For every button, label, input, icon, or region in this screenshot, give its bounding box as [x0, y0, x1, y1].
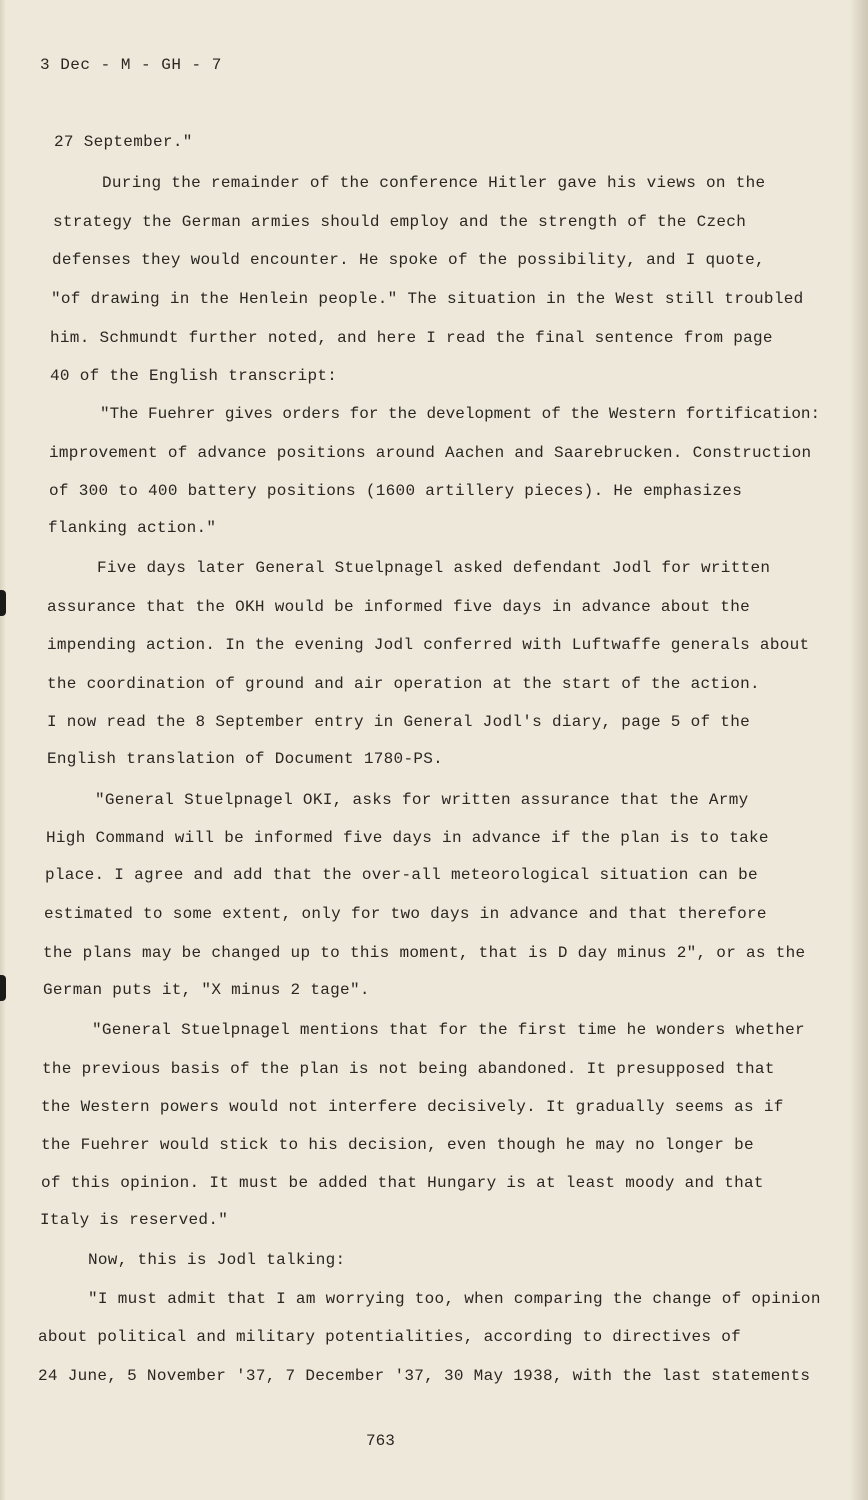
text-line: place. I agree and add that the over-all meteorological situation can be	[45, 866, 758, 884]
punch-hole-mark	[0, 590, 6, 616]
text-line: I now read the 8 September entry in General Jodl's diary, page 5 of the	[47, 713, 751, 731]
text-line: Now, this is Jodl talking:	[88, 1251, 346, 1269]
text-line: English translation of Document 1780-PS.	[47, 750, 444, 768]
text-line: Italy is reserved."	[40, 1211, 229, 1229]
text-line: assurance that the OKH would be informed five days in advance about the	[47, 598, 751, 616]
text-line: him. Schmundt further noted, and here I read the final sentence from page	[50, 329, 773, 347]
text-line: "General Stuelpnagel mentions that for the first time he wonders whether	[92, 1021, 805, 1039]
text-line: High Command will be informed five days in advance if the plan is to take	[46, 829, 769, 847]
text-line: estimated to some extent, only for two days in advance and that therefore	[44, 905, 767, 923]
page-header: 3 Dec - M - GH - 7	[40, 56, 222, 74]
text-line: German puts it, "X minus 2 tage".	[43, 981, 370, 999]
text-line: improvement of advance positions around Aachen and Saarebrucken. Construction	[49, 444, 812, 462]
text-line: "The Fuehrer gives orders for the development of the Western fortification:	[100, 405, 821, 423]
text-line: the previous basis of the plan is not being abandoned. It presupposed that	[42, 1060, 775, 1078]
text-line: impending action. In the evening Jodl conferred with Luftwaffe generals about	[47, 636, 810, 654]
text-line: "I must admit that I am worrying too, when comparing the change of opinion	[88, 1290, 821, 1308]
text-line: 27 September."	[54, 133, 193, 151]
text-line: the plans may be changed up to this moment, that is D day minus 2", or as the	[43, 944, 806, 962]
text-line: of 300 to 400 battery positions (1600 artillery pieces). He emphasizes	[49, 482, 743, 500]
text-line: of this opinion. It must be added that Hungary is at least moody and that	[41, 1174, 764, 1192]
text-line: During the remainder of the conference Hitler gave his views on the	[102, 174, 766, 192]
text-line: 40 of the English transcript:	[50, 367, 338, 385]
page-number: 763	[366, 1432, 395, 1450]
text-line: strategy the German armies should employ and the strength of the Czech	[53, 213, 747, 231]
text-line: the Fuehrer would stick to his decision, even though he may no longer be	[41, 1136, 754, 1154]
text-line: the coordination of ground and air operation at the start of the action.	[47, 675, 760, 693]
text-line: "General Stuelpnagel OKI, asks for written assurance that the Army	[95, 791, 749, 809]
text-line: flanking action."	[48, 519, 217, 537]
text-line: about political and military potentialities, according to directives of	[38, 1328, 742, 1346]
text-line: "of drawing in the Henlein people." The situation in the West still troubled	[51, 290, 804, 308]
text-line: the Western powers would not interfere decisively. It gradually seems as if	[41, 1098, 784, 1116]
text-line: Five days later General Stuelpnagel asked defendant Jodl for written	[97, 559, 771, 577]
text-line: 24 June, 5 November '37, 7 December '37, 30 May 1938, with the last statements	[38, 1367, 811, 1385]
text-line: defenses they would encounter. He spoke of the possibility, and I quote,	[52, 251, 765, 269]
punch-hole-mark	[0, 975, 6, 1001]
